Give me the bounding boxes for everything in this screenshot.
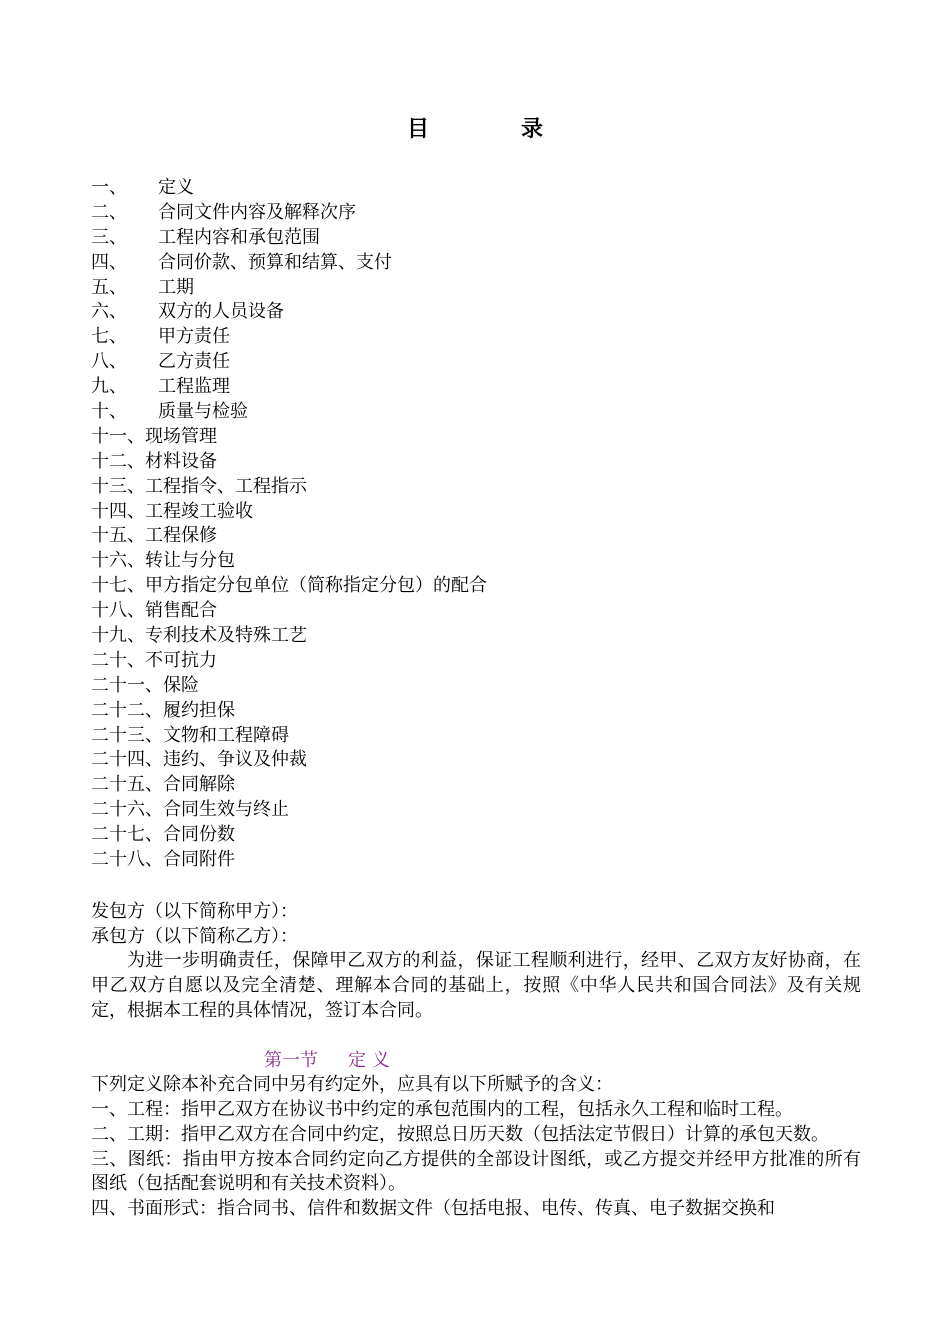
toc-item-number: 六、 bbox=[91, 301, 127, 323]
contract-body bbox=[91, 900, 861, 1222]
toc-item-number: 八、 bbox=[91, 351, 127, 373]
toc-item-number: 四、 bbox=[91, 251, 127, 273]
toc-item bbox=[91, 798, 871, 823]
toc-item-label: 履约担保 bbox=[163, 699, 235, 721]
definition-item: 一、工程：指甲乙双方在协议书中约定的承包范围内的工程，包括永久工程和临时工程。 bbox=[91, 1099, 793, 1121]
toc-item bbox=[91, 823, 871, 848]
toc-item-number: 十九、 bbox=[91, 625, 145, 647]
toc-item-label: 甲方责任 bbox=[158, 326, 230, 348]
toc-item bbox=[91, 325, 871, 350]
toc-item-number: 五、 bbox=[91, 276, 127, 298]
toc-item-label: 工期 bbox=[158, 276, 194, 298]
definition-item: 四、书面形式：指合同书、信件和数据文件（包括电报、电传、传真、电子数据交换和 bbox=[91, 1197, 775, 1219]
toc-item-label: 双方的人员设备 bbox=[158, 301, 284, 323]
table-of-contents bbox=[91, 176, 871, 873]
toc-item bbox=[91, 599, 871, 624]
toc-item-number: 十七、 bbox=[91, 575, 145, 597]
employer-line: 发包方（以下简称甲方）： bbox=[91, 901, 298, 922]
toc-item-label: 保险 bbox=[163, 674, 199, 696]
title-char-right: 录 bbox=[521, 117, 544, 142]
toc-item-number: 十一、 bbox=[91, 425, 145, 447]
toc-item-label: 合同价款、预算和结算、支付 bbox=[158, 251, 392, 273]
toc-item-label: 工程竣工验收 bbox=[145, 500, 253, 522]
toc-item-number: 二十一、 bbox=[91, 674, 163, 696]
toc-item-number: 十三、 bbox=[91, 475, 145, 497]
section-number: 第一节 bbox=[264, 1050, 318, 1072]
toc-item-label: 乙方责任 bbox=[158, 351, 230, 373]
toc-item-number: 二十、 bbox=[91, 649, 145, 671]
toc-item bbox=[91, 748, 871, 773]
toc-item-number: 七、 bbox=[91, 326, 127, 348]
toc-item bbox=[91, 773, 871, 798]
toc-item-number: 二十六、 bbox=[91, 799, 163, 821]
toc-item bbox=[91, 724, 871, 749]
toc-item bbox=[91, 649, 871, 674]
toc-item bbox=[91, 549, 871, 574]
toc-item bbox=[91, 848, 871, 873]
toc-item-label: 合同文件内容及解释次序 bbox=[158, 201, 356, 223]
toc-item-label: 定义 bbox=[158, 177, 194, 198]
toc-item-label: 违约、争议及仲裁 bbox=[163, 749, 307, 771]
toc-item bbox=[91, 201, 871, 226]
section-name: 定 义 bbox=[348, 1050, 390, 1072]
toc-item bbox=[91, 500, 871, 525]
contractor-line: 承包方（以下简称乙方）： bbox=[91, 925, 298, 947]
toc-item bbox=[91, 450, 871, 475]
preamble-paragraph: 为进一步明确责任，保障甲乙双方的利益，保证工程顺利进行，经甲、乙双方友好协商，在甲乙双方自愿以及完全清楚、理解本合同的基础上，按照《中华人民共和国合同法》及有关规定，根据本工程的具体情况，签订本合同。 bbox=[91, 950, 861, 1021]
definitions-intro: 下列定义除本补充合同中另有约定外，应具有以下所赋予的含义： bbox=[91, 1074, 613, 1096]
toc-item-label: 合同附件 bbox=[163, 849, 235, 871]
toc-item-label: 工程监理 bbox=[158, 376, 230, 398]
toc-item-label: 现场管理 bbox=[145, 425, 217, 447]
toc-item-number: 十八、 bbox=[91, 600, 145, 622]
toc-item bbox=[91, 699, 871, 724]
toc-item bbox=[91, 176, 871, 201]
title-char-left: 目 bbox=[406, 117, 429, 142]
toc-item-label: 工程指令、工程指示 bbox=[145, 475, 307, 497]
toc-item-number: 二十八、 bbox=[91, 849, 163, 871]
toc-item-number: 一、 bbox=[91, 177, 127, 198]
toc-item-number: 二十五、 bbox=[91, 774, 163, 796]
page-title bbox=[0, 112, 950, 143]
toc-item bbox=[91, 674, 871, 699]
definition-item: 三、图纸：指由甲方按本合同约定向乙方提供的全部设计图纸，或乙方提交并经甲方批准的所有图纸（包括配套说明和有关技术资料）。 bbox=[91, 1148, 861, 1195]
toc-item bbox=[91, 400, 871, 425]
toc-item bbox=[91, 251, 871, 276]
toc-item-number: 十、 bbox=[91, 401, 127, 423]
toc-item-label: 甲方指定分包单位（简称指定分包）的配合 bbox=[145, 575, 487, 597]
toc-item bbox=[91, 624, 871, 649]
toc-item bbox=[91, 375, 871, 400]
toc-item-number: 三、 bbox=[91, 226, 127, 248]
toc-item-label: 工程内容和承包范围 bbox=[158, 226, 320, 248]
toc-item bbox=[91, 574, 871, 599]
toc-item bbox=[91, 226, 871, 251]
section-heading bbox=[91, 1048, 861, 1073]
toc-item bbox=[91, 300, 871, 325]
toc-item-number: 十六、 bbox=[91, 550, 145, 572]
toc-item bbox=[91, 276, 871, 301]
toc-item-label: 材料设备 bbox=[145, 450, 217, 472]
toc-item bbox=[91, 475, 871, 500]
toc-item-number: 二十三、 bbox=[91, 724, 163, 746]
toc-item-label: 质量与检验 bbox=[158, 401, 248, 423]
toc-item bbox=[91, 524, 871, 549]
toc-item-label: 专利技术及特殊工艺 bbox=[145, 625, 307, 647]
toc-item-label: 合同份数 bbox=[163, 824, 235, 846]
toc-item-number: 二十二、 bbox=[91, 699, 163, 721]
toc-item-label: 销售配合 bbox=[145, 600, 217, 622]
toc-item-label: 文物和工程障碍 bbox=[163, 724, 289, 746]
toc-item-number: 九、 bbox=[91, 376, 127, 398]
toc-item-number: 二、 bbox=[91, 201, 127, 223]
toc-item-label: 工程保修 bbox=[145, 525, 217, 547]
toc-item-label: 合同生效与终止 bbox=[163, 799, 289, 821]
toc-item-number: 十四、 bbox=[91, 500, 145, 522]
toc-item-number: 二十七、 bbox=[91, 824, 163, 846]
toc-item-label: 不可抗力 bbox=[145, 649, 217, 671]
toc-item bbox=[91, 350, 871, 375]
toc-item-number: 十二、 bbox=[91, 450, 145, 472]
toc-item-label: 合同解除 bbox=[163, 774, 235, 796]
toc-item-label: 转让与分包 bbox=[145, 550, 235, 572]
toc-item-number: 二十四、 bbox=[91, 749, 163, 771]
toc-item-number: 十五、 bbox=[91, 525, 145, 547]
toc-item bbox=[91, 425, 871, 450]
definition-item: 二、工期：指甲乙双方在合同中约定，按照总日历天数（包括法定节假日）计算的承包天数。 bbox=[91, 1123, 829, 1145]
